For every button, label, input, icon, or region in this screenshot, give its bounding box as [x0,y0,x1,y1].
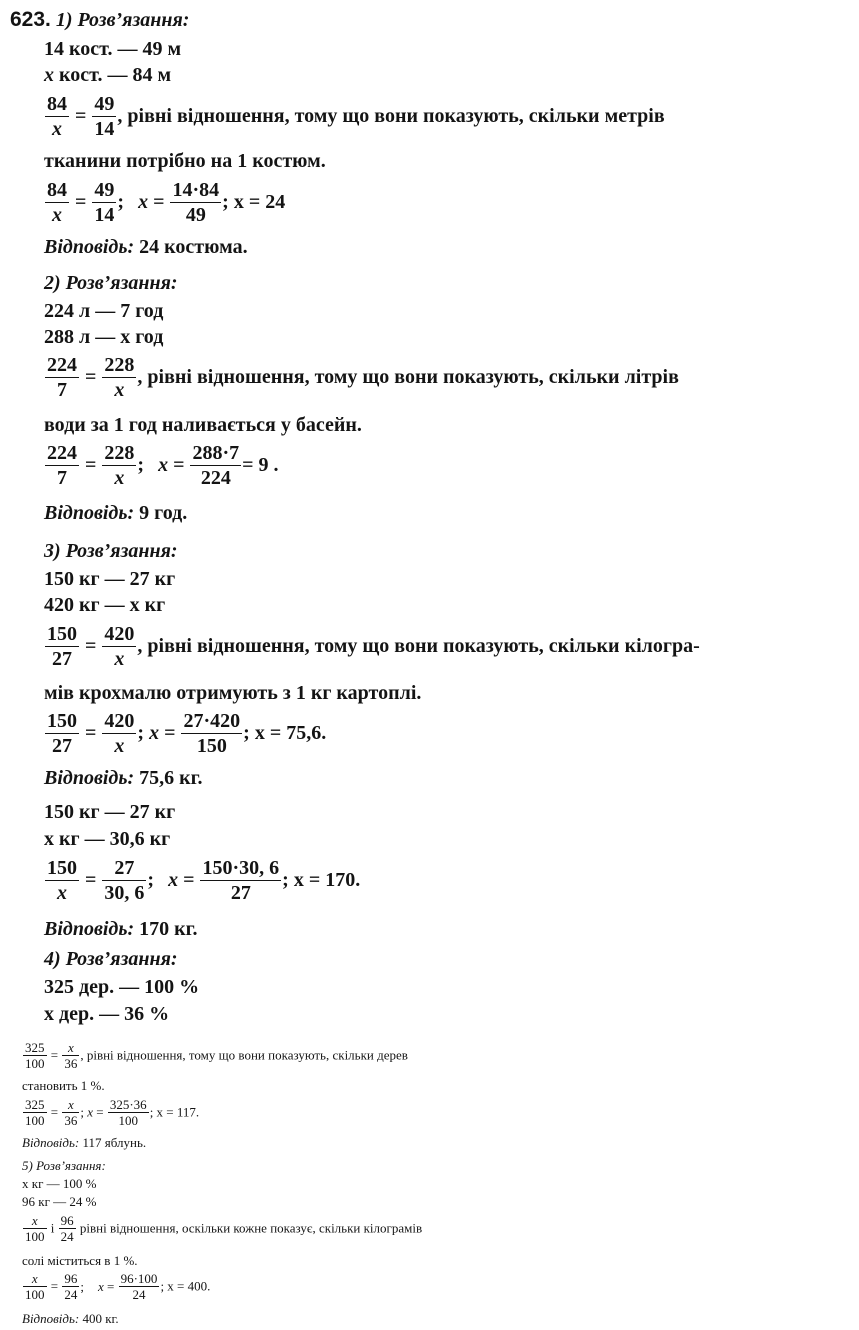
part1-explanation-cont: тканини потрібно на 1 костюм. [44,150,326,172]
part1-given-2: x кост. — 84 м [44,64,172,86]
part4-given-2: x дер. — 36 % [44,1003,170,1025]
part5-solution: $\frac{x}{100}$ = $\frac{96}{24}$ ; x = $\frac{96\cdot 100}{24}$ ; x = 400. [25,1271,211,1302]
part3-given-3: 150 кг — 27 кг [44,801,176,823]
part5-explanation-cont: солі міститься в 1 %. [22,1253,138,1268]
part1-answer: Відповідь: 24 костюма. [44,236,248,258]
part2-ratio-line: $\frac{224}{7}$ = $\frac{228}{x}$ , рівні відношення, тому що вони показують, скільки літрів [47,354,679,401]
part2-explanation: , рівні відношення, тому що вони показують, скільки літрів [137,366,679,388]
part3-answer-2: Відповідь: 170 кг. [44,918,198,940]
part5-ratio-line: $\frac{x}{100}$ і $\frac{96}{24}$ рівні відношення, оскільки кожне показує, скільки кілограмів [25,1213,423,1244]
part3-given-2: 420 кг — x кг [44,594,166,616]
part5-given-2: 96 кг — 24 % [22,1194,97,1209]
part1-heading: 1) Розв’язання: [55,9,190,31]
part2-given-2: 288 л — x год [44,326,164,348]
problem-number: 623. [10,8,51,31]
part4-ratio-line: $\frac{325}{100}$ = $\frac{x}{36}$ , рівні відношення, тому що вони показують, скільки дерев [25,1040,408,1071]
part3-explanation-cont: мів крохмалю отримують з 1 кг картоплі. [44,682,422,704]
part1-explanation: , рівні відношення, тому що вони показують, скільки метрів [117,105,665,127]
part2-heading: 2) Розв’язання: [44,272,178,294]
part3-ratio-line: $\frac{150}{27}$ = $\frac{420}{x}$ , рівні відношення, тому що вони показують, скільки кілогра- [47,623,700,670]
part4-heading: 4) Розв’язання: [44,948,178,970]
part3-explanation: , рівні відношення, тому що вони показують, скільки кілогра- [137,635,700,657]
part5-given-1: x кг — 100 % [22,1176,97,1191]
part4-explanation: , рівні відношення, тому що вони показують, скільки дерев [80,1047,408,1063]
part4-answer: Відповідь: 117 яблунь. [22,1135,147,1150]
part5-explanation: рівні відношення, оскільки кожне показує, скільки кілограмів [79,1220,423,1236]
fraction: $\frac{84}{x}$ [47,93,67,140]
part2-explanation-cont: води за 1 год наливається у басейн. [44,414,362,436]
part2-answer: Відповідь: 9 год. [44,502,188,524]
part3-solution: $\frac{150}{27}$ = $\frac{420}{x}$ ; x = $\frac{27\cdot 420}{150}$ ; x = 75,6. [47,710,327,757]
part2-solution: $\frac{224}{7}$ = $\frac{228}{x}$ ; x = $\frac{288\cdot 7}{224}$ = 9 . [47,442,279,489]
part4-solution: $\frac{325}{100}$ = $\frac{x}{36}$ ; x = $\frac{325\cdot 36}{100}$ ; x = 117. [25,1097,200,1128]
part3-given-1: 150 кг — 27 кг [44,568,176,590]
part3-given-4: x кг — 30,6 кг [44,828,171,850]
part4-given-1: 325 дер. — 100 % [44,976,200,998]
part1-ratio-line: $\frac{84}{x}$ = $\frac{49}{14}$ , рівні відношення, тому що вони показують, скільки метрів [47,93,665,140]
part1-given-1: 14 кост. — 49 м [44,38,182,60]
part3-solution-2: $\frac{150}{x}$ = $\frac{27}{30, 6}$ ; x = $\frac{150\cdot 30, 6}{27}$ ; x = 170. [47,857,361,904]
part3-answer: Відповідь: 75,6 кг. [44,767,203,789]
part4-explanation-cont: становить 1 %. [22,1078,105,1093]
part3-heading: 3) Розв’язання: [44,540,178,562]
problem-header [10,8,189,32]
part5-answer: Відповідь: 400 кг. [22,1311,119,1326]
part1-solution: $\frac{84}{x}$ = $\frac{49}{14}$ ; x = $\frac{14\cdot 84}{49}$ ; x = 24 [47,179,286,226]
fraction: $\frac{49}{14}$ [94,93,115,140]
part5-heading: 5) Розв’язання: [22,1158,106,1173]
part2-given-1: 224 л — 7 год [44,300,164,322]
